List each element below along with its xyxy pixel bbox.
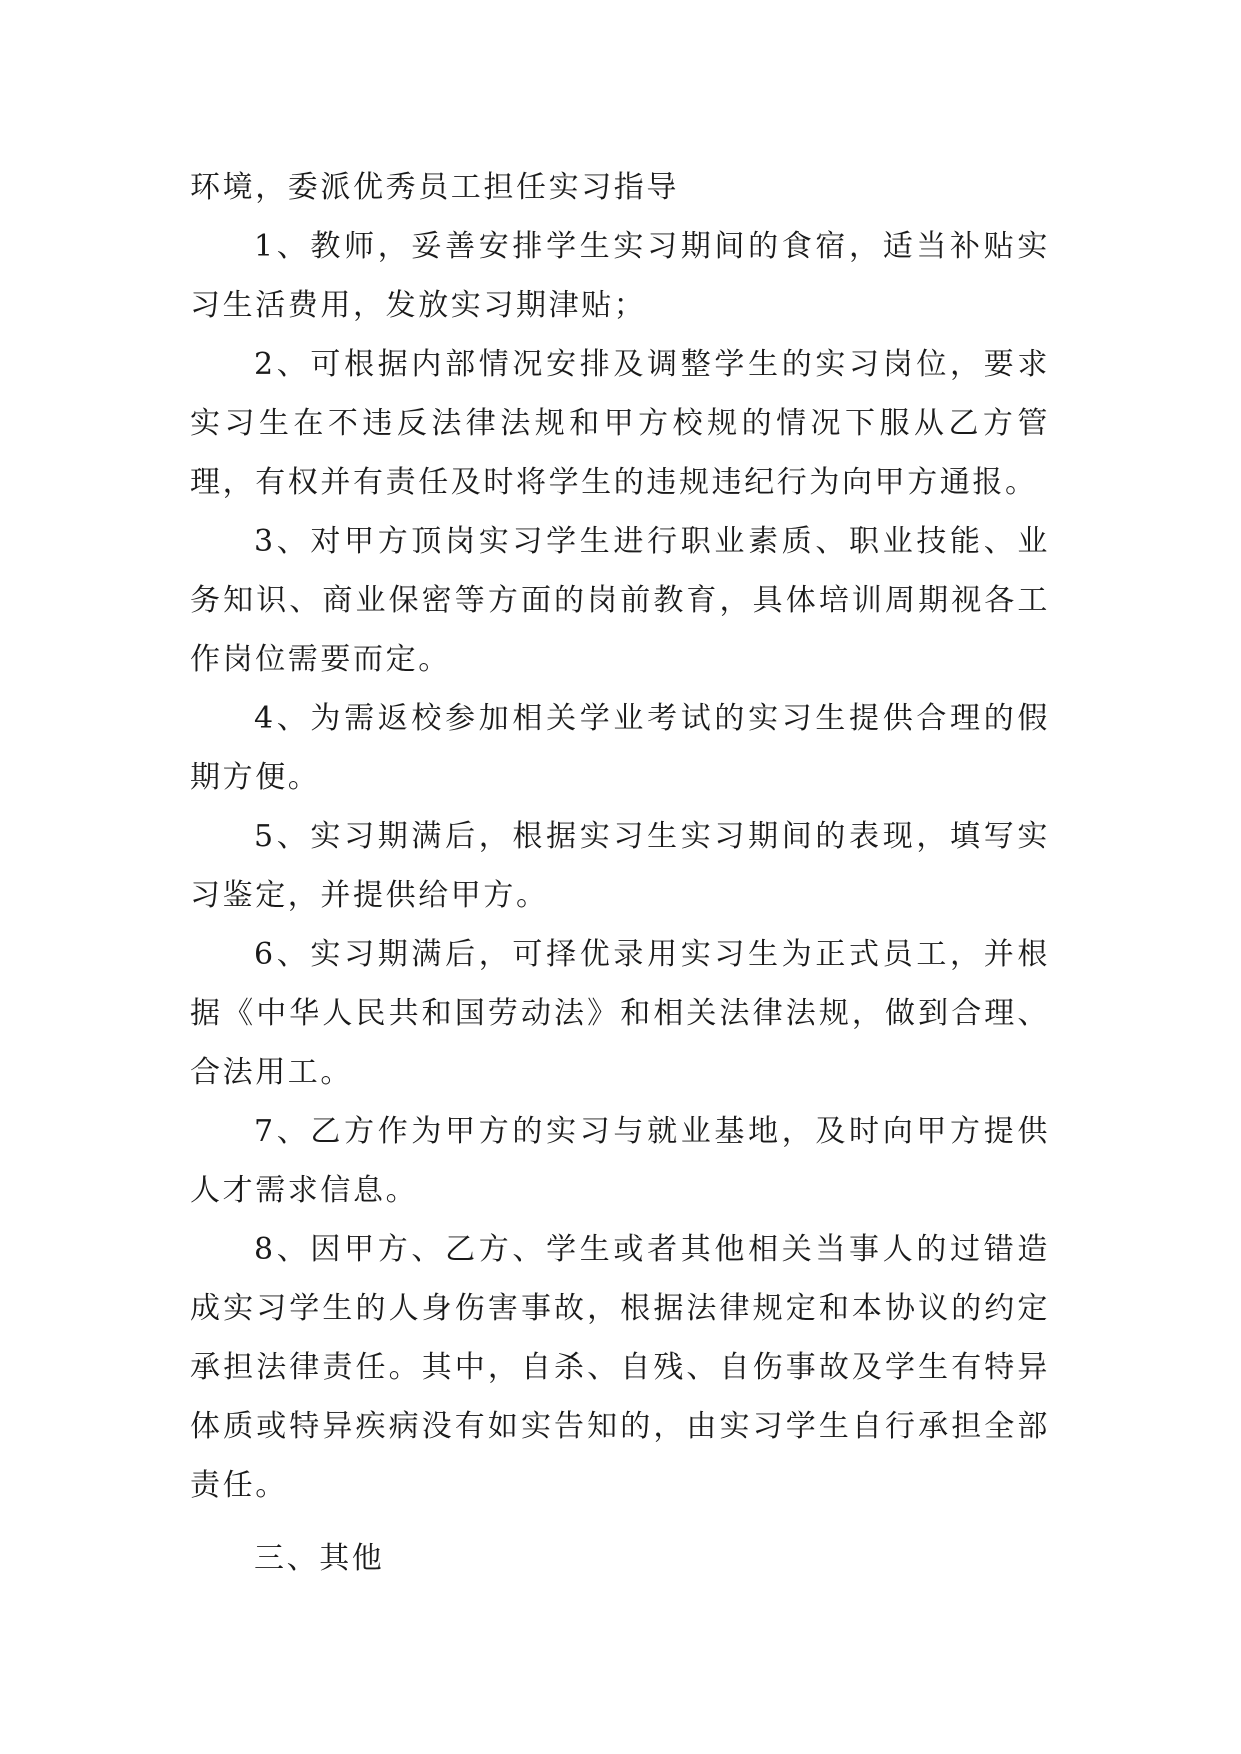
- paragraph-item-7: 7、乙方作为甲方的实习与就业基地，及时向甲方提供人才需求信息。: [190, 1114, 1050, 1208]
- paragraph-item-6: 6、实习期满后，可择优录用实习生为正式员工，并根据《中华人民共和国劳动法》和相关法律法规，做到合理、合法用工。: [190, 937, 1050, 1090]
- document-body: [190, 158, 1050, 1588]
- paragraph-item-5: 5、实习期满后，根据实习生实习期间的表现，填写实习鉴定，并提供给甲方。: [190, 819, 1050, 913]
- paragraph-item-1: 1、教师，妥善安排学生实习期间的食宿，适当补贴实习生活费用，发放实习期津贴；: [190, 229, 1050, 323]
- paragraph-continuation: 环境，委派优秀员工担任实习指导: [190, 170, 679, 205]
- paragraph-item-8: 8、因甲方、乙方、学生或者其他相关当事人的过错造成实习学生的人身伤害事故，根据法律规定和本协议的约定承担法律责任。其中，自杀、自残、自伤事故及学生有特异体质或特异疾病没有如实告知的，由实习学生自行承担全部责任。: [190, 1232, 1050, 1503]
- paragraph-item-4: 4、为需返校参加相关学业考试的实习生提供合理的假期方便。: [190, 701, 1050, 795]
- paragraph-item-2: 2、可根据内部情况安排及调整学生的实习岗位，要求实习生在不违反法律法规和甲方校规的情况下服从乙方管理，有权并有责任及时将学生的违规违纪行为向甲方通报。: [190, 347, 1050, 500]
- paragraph-item-3: 3、对甲方顶岗实习学生进行职业素质、职业技能、业务知识、商业保密等方面的岗前教育，具体培训周期视各工作岗位需要而定。: [190, 524, 1050, 677]
- section-heading-other: 三、其他: [254, 1541, 385, 1576]
